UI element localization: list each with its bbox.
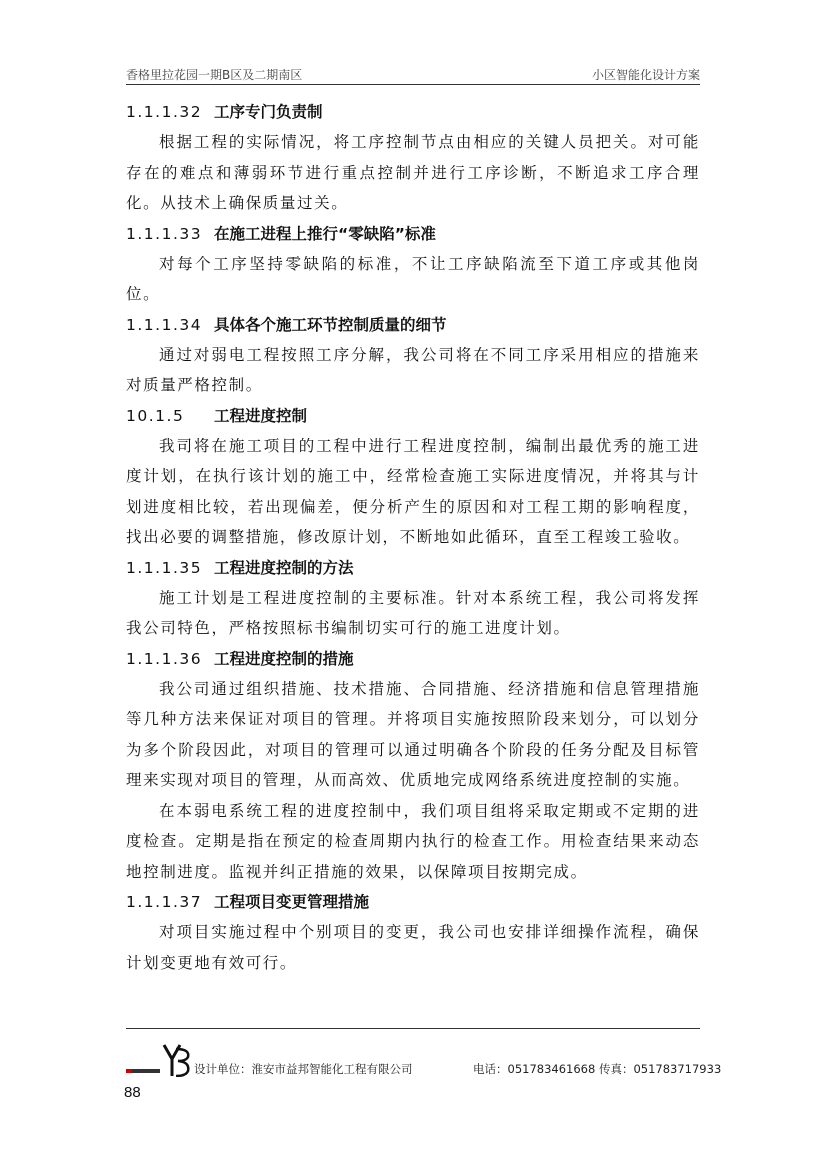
section-number: 1.1.1.35 bbox=[126, 558, 203, 577]
section-title: 在施工进程上推行“零缺陷”标准 bbox=[214, 224, 436, 243]
footer-company: 设计单位：淮安市益邦智能化工程有限公司 bbox=[194, 1062, 413, 1076]
body-paragraph: 施工计划是工程进度控制的主要标准。针对本系统工程，我公司将发挥我公司特色，严格按照标书编制切实可行的施工进度计划。 bbox=[126, 588, 700, 637]
section-number: 1.1.1.36 bbox=[126, 649, 203, 668]
section-number: 10.1.5 bbox=[126, 406, 185, 425]
section-heading bbox=[126, 644, 700, 674]
body-paragraph: 我司将在施工项目的工程中进行工程进度控制，编制出最优秀的施工进度计划，在执行该计划的施工中，经常检查施工实际进度情况，并将其与计划进度相比较，若出现偏差，便分析产生的原因和对工程工期的影响程度，找出必要的调整措施，修改原计划，不断地如此循环，直至工程竣工验收。 bbox=[126, 436, 700, 546]
page-number: 88 bbox=[124, 1084, 141, 1101]
section-number: 1.1.1.37 bbox=[126, 893, 203, 911]
section-number: 1.1.1.32 bbox=[126, 103, 203, 121]
body-paragraph: 对每个工序坚持零缺陷的标准，不让工序缺陷流至下道工序或其他岗位。 bbox=[126, 254, 700, 303]
document-body bbox=[126, 97, 700, 978]
body-paragraph: 在本弱电系统工程的进度控制中，我们项目组将采取定期或不定期的进度检查。定期是指在预定的检查周期内执行的检查工作。用检查结果来动态地控制进度。监视并纠正措施的效果，以保障项目按期完成。 bbox=[126, 801, 700, 881]
header-project-name: 香格里拉花园一期B区及二期南区 bbox=[126, 68, 303, 82]
body-paragraph: 对项目实施过程中个别项目的变更，我公司也安排详细操作流程，确保计划变更地有效可行。 bbox=[126, 923, 700, 972]
section-number: 1.1.1.34 bbox=[126, 315, 203, 334]
body-paragraph: 我公司通过组织措施、技术措施、合同措施、经济措施和信息管理措施等几种方法来保证对项目的管理。并将项目实施按照阶段来划分，可以划分为多个阶段因此，对项目的管理可以通过明确各个阶段的任务分配及目标管理来实现对项目的管理，从而高效、优质地完成网络系统进度控制的实施。 bbox=[126, 679, 700, 789]
section-heading bbox=[126, 310, 700, 340]
header-document-title: 小区智能化设计方案 bbox=[591, 68, 700, 82]
section-number: 1.1.1.33 bbox=[126, 224, 203, 243]
body-paragraph: 通过对弱电工程按照工序分解，我公司将在不同工序采用相应的措施来对质量严格控制。 bbox=[126, 345, 700, 394]
section-heading bbox=[126, 97, 700, 127]
page-header bbox=[126, 66, 700, 85]
section-title: 工程项目变更管理措施 bbox=[214, 893, 370, 911]
section-heading bbox=[126, 401, 700, 431]
section-title: 工程进度控制 bbox=[214, 406, 308, 425]
section-title: 具体各个施工环节控制质量的细节 bbox=[214, 315, 447, 334]
body-paragraph: 根据工程的实际情况，将工序控制节点由相应的关键人员把关。对可能存在的难点和薄弱环节进行重点控制并进行工序诊断，不断追求工序合理化。从技术上确保质量过关。 bbox=[126, 133, 700, 212]
section-heading bbox=[126, 887, 700, 917]
section-title: 工序专门负责制 bbox=[214, 103, 323, 121]
section-title: 工程进度控制的措施 bbox=[214, 649, 354, 668]
section-title: 工程进度控制的方法 bbox=[214, 558, 354, 577]
company-logo-icon bbox=[126, 1043, 192, 1077]
footer-divider bbox=[126, 1028, 700, 1029]
section-heading bbox=[126, 553, 700, 583]
footer-contact: 电话：051783461668 传真：051783717933 bbox=[473, 1062, 722, 1076]
section-heading bbox=[126, 219, 700, 249]
